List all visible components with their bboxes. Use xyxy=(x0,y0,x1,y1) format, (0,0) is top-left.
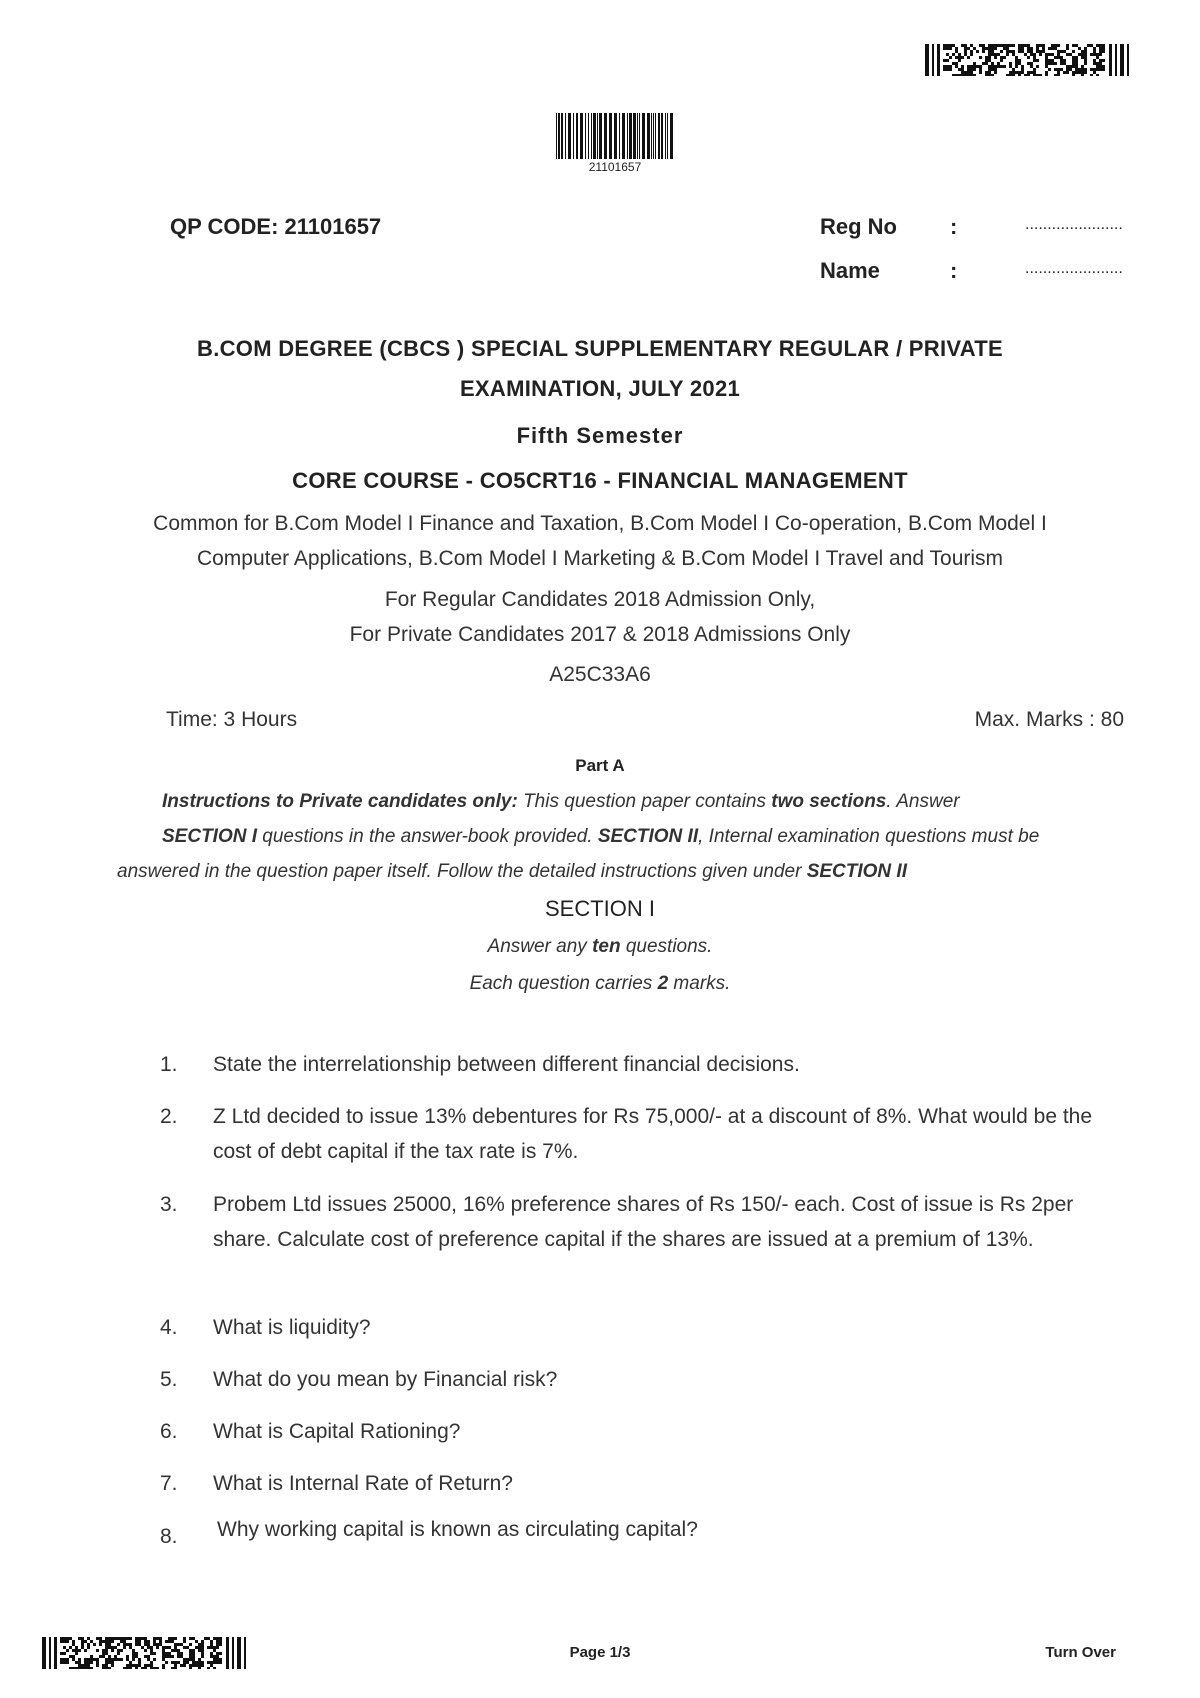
reg-no-blank: ...................... xyxy=(1025,216,1123,233)
question-text: What is liquidity? xyxy=(213,1316,371,1339)
name-blank: ...................... xyxy=(1025,260,1123,277)
question-text: State the interrelationship between different financial decisions. xyxy=(213,1053,800,1076)
question-number: 6. xyxy=(160,1420,178,1443)
marks-text: Each question carries xyxy=(469,973,658,994)
section-heading: SECTION I xyxy=(544,896,655,921)
barcode-number: 21101657 xyxy=(588,160,642,174)
time-label: Time: 3 Hours xyxy=(166,708,298,731)
question-number: 8. xyxy=(160,1525,178,1548)
instructions-text: answered in the question paper itself. Follow the detailed instructions given under xyxy=(117,861,807,882)
qr-barcode-top-right xyxy=(925,44,1130,76)
section-i-emphasis: SECTION I xyxy=(162,826,258,847)
page-number: Page 1/3 xyxy=(569,1644,631,1661)
marks-text: marks. xyxy=(668,973,731,994)
exam-title-line1: B.COM DEGREE (CBCS ) SPECIAL SUPPLEMENTARY REGULAR / PRIVATE xyxy=(197,336,1003,361)
regular-candidates: For Regular Candidates 2018 Admission Only, xyxy=(384,588,816,611)
qp-code: QP CODE: 21101657 xyxy=(170,214,382,239)
question-number: 1. xyxy=(160,1053,178,1076)
question-number: 7. xyxy=(160,1472,178,1495)
max-marks: Max. Marks : 80 xyxy=(974,708,1124,731)
answer-text: questions. xyxy=(620,936,713,957)
private-candidates: For Private Candidates 2017 & 2018 Admissions Only xyxy=(349,623,851,646)
question-number: 2. xyxy=(160,1105,178,1128)
part-heading: Part A xyxy=(575,756,625,775)
question-text: Z Ltd decided to issue 13% debentures for Rs 75,000/- at a discount of 8%. What would be the cost of debt capital if the tax rate is 7%. xyxy=(213,1105,1093,1163)
question-text: What is Internal Rate of Return? xyxy=(213,1472,513,1495)
common-line1: Common for B.Com Model I Finance and Taxation, B.Com Model I Co-operation, B.Com Model I xyxy=(153,512,1047,535)
instructions-line1 xyxy=(162,791,960,813)
question-number: 3. xyxy=(160,1193,178,1216)
question-number: 4. xyxy=(160,1316,178,1339)
instructions-text: . Answer xyxy=(886,791,960,812)
two-sections-emphasis: two sections xyxy=(771,791,887,812)
reg-no-colon: : xyxy=(950,214,958,239)
instructions-text: This question paper contains xyxy=(517,791,772,812)
reg-no-label: Reg No xyxy=(820,214,897,239)
ten-emphasis: ten xyxy=(592,936,621,957)
instructions-text: , Internal examination questions must be xyxy=(698,826,1040,847)
marks-line xyxy=(0,973,1200,995)
common-line2: Computer Applications, B.Com Model I Marketing & B.Com Model I Travel and Tourism xyxy=(196,547,1004,570)
semester: Fifth Semester xyxy=(516,423,684,448)
name-colon: : xyxy=(950,258,958,283)
instructions-text: questions in the answer-book provided. xyxy=(257,826,598,847)
answer-any-line xyxy=(0,936,1200,958)
exam-title-line2: EXAMINATION, JULY 2021 xyxy=(459,376,741,401)
question-text: What is Capital Rationing? xyxy=(213,1420,461,1443)
answer-text: Answer any xyxy=(487,936,593,957)
question-text: What do you mean by Financial risk? xyxy=(213,1368,558,1391)
instructions-line2 xyxy=(162,826,1039,848)
question-text: Probem Ltd issues 25000, 16% preference shares of Rs 150/- each. Cost of issue is Rs 2per share. Calculate cost of preference capital if the shares are issued at a premium of 13%. xyxy=(213,1193,1074,1251)
section-ii-emphasis: SECTION II xyxy=(806,861,907,882)
question-number: 5. xyxy=(160,1368,178,1391)
barcode-center xyxy=(556,113,674,159)
instructions-lead: Instructions to Private candidates only: xyxy=(162,791,518,812)
question-text: Why working capital is known as circulating capital? xyxy=(217,1518,698,1541)
paper-code: A25C33A6 xyxy=(549,663,651,686)
section-ii-emphasis: SECTION II xyxy=(597,826,699,847)
name-label: Name xyxy=(820,258,880,283)
instructions-line3 xyxy=(117,861,907,883)
turn-over: Turn Over xyxy=(1045,1644,1116,1661)
course-title: CORE COURSE - CO5CRT16 - FINANCIAL MANAGEMENT xyxy=(292,468,908,493)
marks-emphasis: 2 xyxy=(657,973,669,994)
